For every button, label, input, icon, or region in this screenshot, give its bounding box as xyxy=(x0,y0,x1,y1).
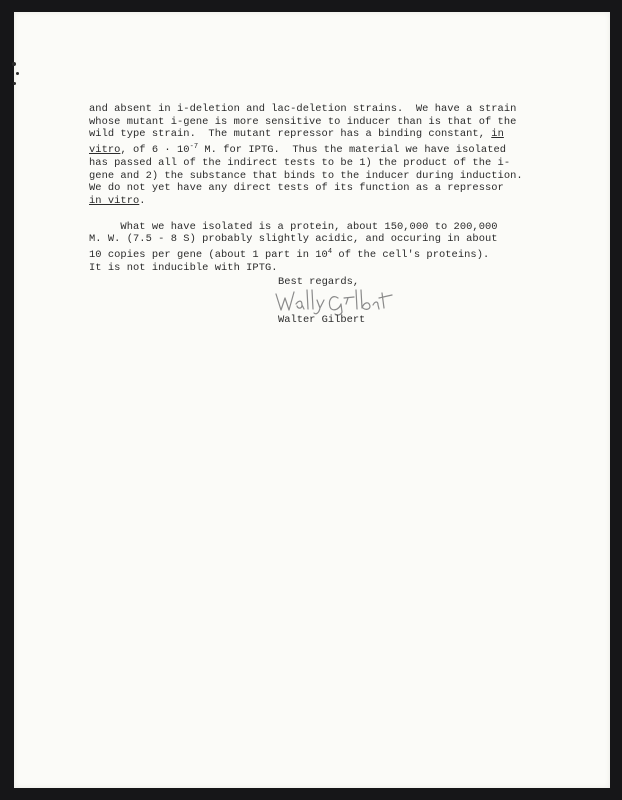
text-line: . xyxy=(139,194,146,207)
text-line: whose mutant i-gene is more sensitive to inducer than is that of the xyxy=(89,115,517,128)
text-line: What we have isolated is a protein, about 150,000 to 200,000 xyxy=(89,220,498,233)
italic-term: vitro xyxy=(89,144,121,157)
text-line: 10 copies per gene (about 1 part in 10 xyxy=(89,249,328,262)
punch-mark xyxy=(13,82,16,85)
text-line: gene and 2) the substance that binds to the inducer during induction. xyxy=(89,169,523,182)
text-line: M. W. (7.5 - 8 S) probably slightly acidic, and occuring in about xyxy=(89,233,498,246)
exponent: 4 xyxy=(327,248,333,257)
text-line: wild type strain. The mutant repressor has a binding constant, xyxy=(89,128,485,141)
signer-name: Walter Gilbert xyxy=(278,314,366,326)
paragraph-1 xyxy=(89,103,523,208)
italic-term: in xyxy=(491,128,504,141)
letter-body xyxy=(89,103,523,274)
text-line: , of 6 · 10 xyxy=(120,144,190,157)
handwritten-signature xyxy=(272,284,422,316)
italic-term: in vitro xyxy=(89,194,140,207)
text-line: of the cell's proteins). xyxy=(332,249,490,262)
punch-mark xyxy=(16,72,19,75)
text-line: and absent in i-deletion and lac-deletion strains. We have a strain xyxy=(89,103,517,115)
text-line: M. for IPTG. Thus the material we have isolated xyxy=(198,144,507,157)
exponent: -7 xyxy=(189,143,199,152)
punch-mark xyxy=(12,62,16,66)
text-line: We do not yet have any direct tests of its function as a repressor xyxy=(89,182,504,195)
text-line: has passed all of the indirect tests to be 1) the product of the i- xyxy=(89,156,511,169)
text-line: It is not inducible with IPTG. xyxy=(89,261,278,274)
paragraph-2 xyxy=(89,221,509,275)
closing-salutation: Best regards, xyxy=(278,276,360,288)
